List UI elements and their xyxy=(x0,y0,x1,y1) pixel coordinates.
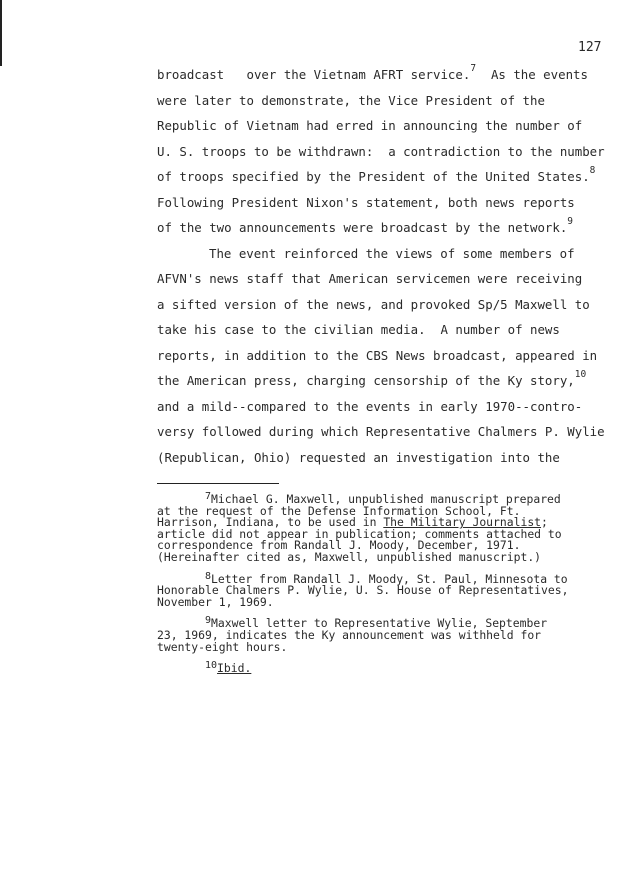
body-line: Republic of Vietnam had erred in announcing the number of xyxy=(157,118,583,133)
body-line xyxy=(157,164,597,190)
footnote-line: twenty-eight hours. xyxy=(157,639,288,654)
footnote-ref-7: 7 xyxy=(470,63,477,74)
body-line xyxy=(157,215,597,241)
footnote-line: at the request of the Defense Information School, Ft. xyxy=(157,503,521,518)
publication-title: The Military Journalist xyxy=(383,515,542,530)
footnote-line: November 1, 1969. xyxy=(157,594,274,609)
footnote-ref-9: 9 xyxy=(567,216,574,227)
page-number: 127 xyxy=(578,40,602,55)
footnote-line: (Hereinafter cited as, Maxwell, unpublished manuscript.) xyxy=(157,549,542,564)
footnote-marker: 8 xyxy=(205,570,212,582)
footnote-line: 23, 1969, indicates the Ky announcement was withheld for xyxy=(157,627,542,642)
text-run: broadcast over the Vietnam AFRT service. xyxy=(157,67,471,82)
footnote-ref-10: 10 xyxy=(574,369,587,380)
footnote-10 xyxy=(157,660,607,676)
footnote-9 xyxy=(157,615,607,654)
body-line: were later to demonstrate, the Vice President of the xyxy=(157,92,545,108)
footnote-line: article did not appear in publication; comments attached to xyxy=(157,526,562,541)
footnotes xyxy=(157,491,607,676)
body-line: versy followed during which Representative Chalmers P. Wylie xyxy=(157,424,605,439)
text-run: the American press, charging censorship of the Ky story, xyxy=(157,373,575,388)
body-line xyxy=(157,368,597,394)
body-line: a sifted version of the news, and provoked Sp/5 Maxwell to xyxy=(157,296,590,312)
footnote-line: correspondence from Randall J. Moody, December, 1971. xyxy=(157,538,521,553)
text-run: Michael G. Maxwell, unpublished manuscript prepared xyxy=(211,492,561,506)
body-line: take his case to the civilian media. A number of news xyxy=(157,322,560,337)
body-line xyxy=(157,62,597,88)
footnote-marker: 9 xyxy=(205,615,212,627)
footnote-divider xyxy=(157,483,279,484)
body-text xyxy=(157,62,605,470)
body-line: (Republican, Ohio) requested an investigation into the xyxy=(157,449,560,465)
footnote-marker: 7 xyxy=(205,491,212,502)
text-run: Harrison, Indiana, to be used in xyxy=(157,515,384,530)
footnote-8 xyxy=(157,570,607,609)
page-edge-mark xyxy=(0,0,2,66)
footnote-line: Honorable Chalmers P. Wylie, U. S. House of Representatives, xyxy=(157,583,569,598)
ibid-reference: Ibid. xyxy=(217,661,252,676)
body-line: U. S. troops to be withdrawn: a contradiction to the number xyxy=(157,143,605,159)
body-line: AFVN's news staff that American servicemen were receiving xyxy=(157,271,583,286)
body-line: reports, in addition to the CBS News broadcast, appeared in xyxy=(157,347,598,363)
text-run: Letter from Randall J. Moody, St. Paul, Minnesota to xyxy=(211,571,568,586)
footnote-7 xyxy=(157,491,607,564)
text-run: of troops specified by the President of the United States. xyxy=(157,169,590,184)
body-line: Following President Nixon's statement, both news reports xyxy=(157,194,575,210)
text-run: of the two announcements were broadcast by the network. xyxy=(157,220,568,235)
body-line: and a mild--compared to the events in early 1970--contro- xyxy=(157,398,583,414)
text-run: ; xyxy=(541,515,548,530)
text-run: As the events xyxy=(476,67,588,82)
footnote-line xyxy=(157,660,607,676)
footnote-marker: 10 xyxy=(205,660,218,672)
body-line: The event reinforced the views of some members of xyxy=(209,245,575,261)
footnote-ref-8: 8 xyxy=(589,165,596,176)
text-run: Maxwell letter to Representative Wylie, September xyxy=(211,616,548,631)
